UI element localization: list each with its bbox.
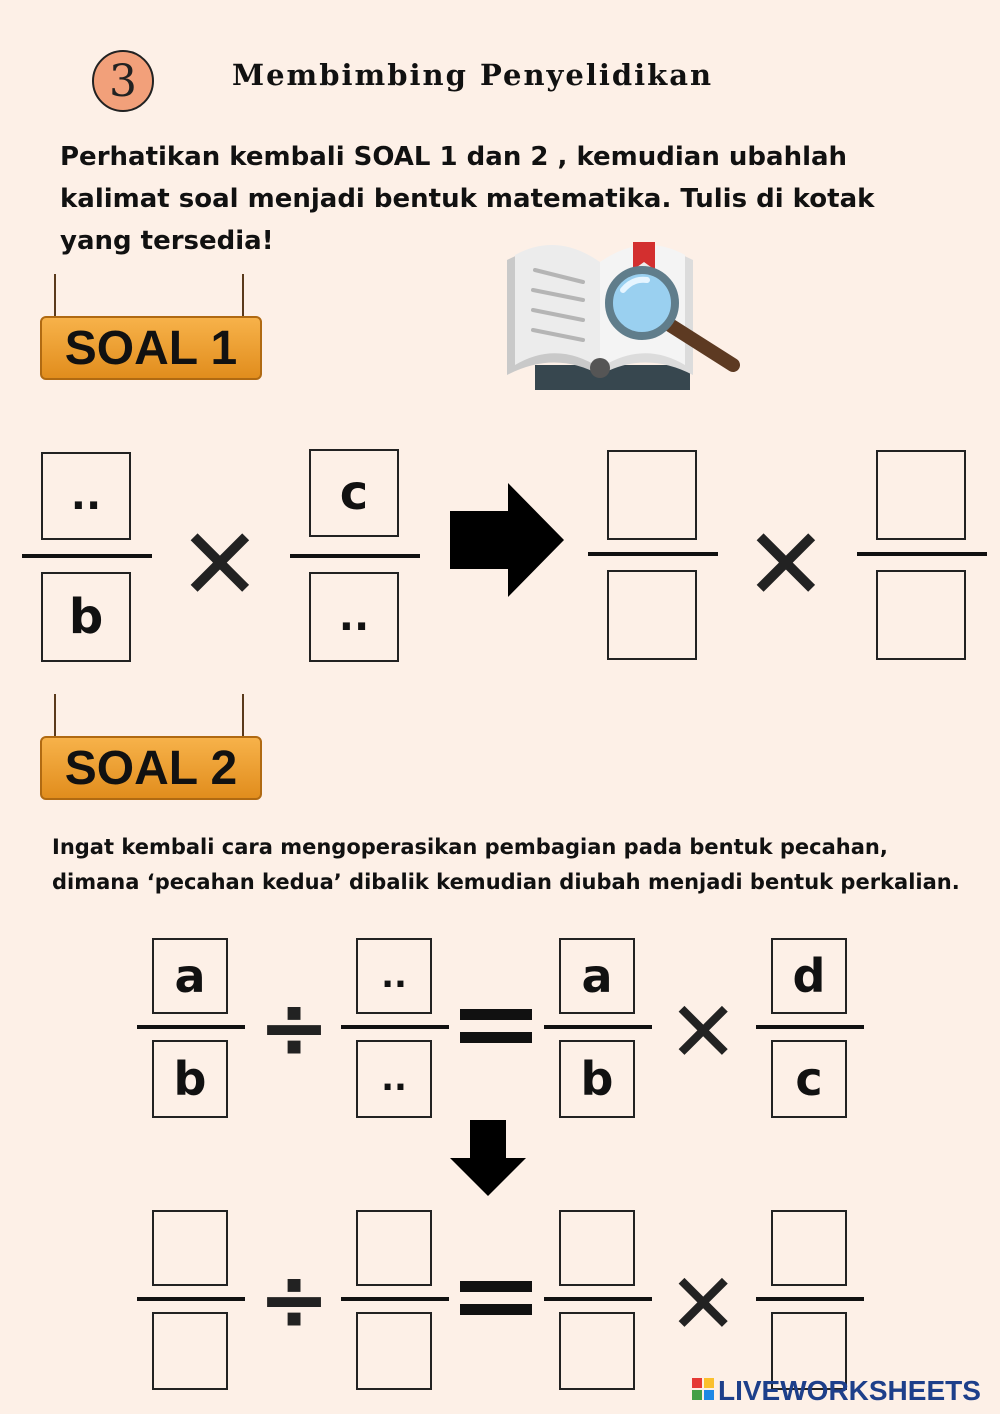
liveworksheets-logo-icon xyxy=(692,1378,714,1400)
soal1-f3-numerator[interactable] xyxy=(607,450,697,540)
soal-1-sign xyxy=(40,274,262,404)
soal-2-note: Ingat kembali cara mengoperasikan pembagian pada bentuk pecahan, dimana ‘pecahan kedua’ dibalik kemudian diubah menjadi bentuk perkalian. xyxy=(52,835,960,894)
fraction-bar xyxy=(22,554,152,558)
equals-icon-top xyxy=(460,1281,532,1292)
soal2-r1-f4-denominator[interactable]: c xyxy=(771,1040,847,1118)
fraction-bar xyxy=(290,554,420,558)
soal1-f3-denominator[interactable] xyxy=(607,570,697,660)
fraction-bar xyxy=(137,1297,245,1301)
soal2-r1-f3-numerator[interactable]: a xyxy=(559,938,635,1014)
fraction-bar xyxy=(341,1297,449,1301)
intro-text: Perhatikan kembali SOAL 1 dan 2 , kemudian ubahlah kalimat soal menjadi bentuk matematika. Tulis di kotak yang tersedia! xyxy=(60,142,875,256)
soal1-f4-numerator[interactable] xyxy=(876,450,966,540)
soal1-f4-denominator[interactable] xyxy=(876,570,966,660)
multiply-icon: ✕ xyxy=(668,983,739,1081)
soal2-r2-f2-denominator[interactable] xyxy=(356,1312,432,1390)
equals-icon-bottom xyxy=(460,1304,532,1315)
fraction-bar xyxy=(544,1025,652,1029)
fraction-bar xyxy=(341,1025,449,1029)
soal2-r2-f2-numerator[interactable] xyxy=(356,1210,432,1286)
soal2-r2-f3-denominator[interactable] xyxy=(559,1312,635,1390)
soal-2-label: SOAL 2 xyxy=(40,736,262,800)
soal2-r1-f2-denominator[interactable]: .. xyxy=(356,1040,432,1118)
divide-icon: ÷ xyxy=(258,1250,331,1350)
brand-name[interactable]: LIVEWORKSHEETS xyxy=(718,1375,981,1406)
page-title: Membimbing Penyelidikan xyxy=(232,58,714,92)
fraction-bar xyxy=(588,552,718,556)
soal1-f1-denominator[interactable]: b xyxy=(41,572,131,662)
soal2-r2-f4-numerator[interactable] xyxy=(771,1210,847,1286)
equals-icon-top xyxy=(460,1009,532,1020)
soal-2-sign xyxy=(40,694,262,824)
right-arrow-icon xyxy=(450,483,566,599)
divide-icon: ÷ xyxy=(258,978,331,1078)
fraction-bar xyxy=(756,1025,864,1029)
multiply-icon: ✕ xyxy=(744,506,828,623)
soal2-r2-f1-denominator[interactable] xyxy=(152,1312,228,1390)
fraction-bar xyxy=(544,1297,652,1301)
fraction-bar xyxy=(857,552,987,556)
soal1-f2-numerator[interactable]: c xyxy=(309,449,399,537)
soal2-r1-f3-denominator[interactable]: b xyxy=(559,1040,635,1118)
equals-icon-bottom xyxy=(460,1032,532,1043)
soal2-r2-f1-numerator[interactable] xyxy=(152,1210,228,1286)
multiply-icon: ✕ xyxy=(178,506,262,623)
fraction-bar xyxy=(756,1297,864,1301)
step-number: 3 xyxy=(109,55,137,107)
soal1-f2-denominator[interactable]: .. xyxy=(309,572,399,662)
soal1-f1-numerator[interactable]: .. xyxy=(41,452,131,540)
book-magnifier-illustration xyxy=(505,240,745,400)
soal2-r1-f1-denominator[interactable]: b xyxy=(152,1040,228,1118)
soal2-r1-f1-numerator[interactable]: a xyxy=(152,938,228,1014)
multiply-icon: ✕ xyxy=(668,1255,739,1353)
soal2-r2-f3-numerator[interactable] xyxy=(559,1210,635,1286)
fraction-bar xyxy=(137,1025,245,1029)
step-number-badge xyxy=(92,50,154,112)
soal2-r1-f4-numerator[interactable]: d xyxy=(771,938,847,1014)
down-arrow-icon xyxy=(450,1120,526,1198)
soal-1-label: SOAL 1 xyxy=(40,316,262,380)
soal2-r1-f2-numerator[interactable]: .. xyxy=(356,938,432,1014)
